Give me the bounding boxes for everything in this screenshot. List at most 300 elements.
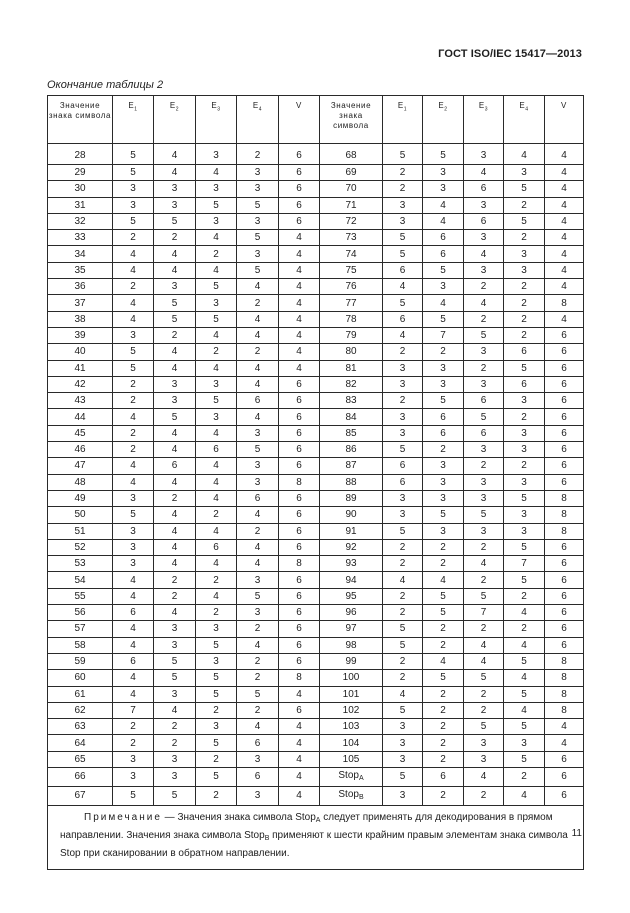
cell-symbol-value: 70 (320, 181, 383, 197)
cell-e1: 5 (383, 523, 423, 539)
cell-e1: 4 (113, 572, 154, 588)
cell-v: 4 (279, 246, 320, 262)
cell-e4: 4 (237, 327, 279, 343)
table-row (48, 702, 584, 718)
cell-v: 6 (279, 637, 320, 653)
cell-e1: 3 (383, 213, 423, 229)
cell-e2: 4 (154, 702, 196, 718)
cell-e2: 4 (154, 344, 196, 360)
cell-e3: 5 (196, 197, 237, 213)
cell-e4: 5 (237, 197, 279, 213)
table-row (48, 588, 584, 604)
cell-e4: 4 (237, 376, 279, 392)
table-note (48, 805, 584, 869)
cell-v: 6 (279, 702, 320, 718)
cell-e1: 6 (383, 458, 423, 474)
cell-v: 4 (279, 344, 320, 360)
cell-symbol-value: 105 (320, 751, 383, 767)
cell-e1: 3 (383, 197, 423, 213)
table-row (48, 621, 584, 637)
cell-e2: 2 (423, 751, 464, 767)
table-row (48, 735, 584, 751)
cell-e4: 3 (237, 572, 279, 588)
table-row (48, 786, 584, 805)
cell-e2: 2 (154, 327, 196, 343)
cell-v: 8 (545, 295, 584, 311)
cell-v: 6 (545, 572, 584, 588)
cell-symbol-value: 65 (48, 751, 113, 767)
cell-v: 8 (279, 556, 320, 572)
cell-v: 6 (279, 409, 320, 425)
cell-symbol-value: 56 (48, 605, 113, 621)
cell-e4: 4 (237, 360, 279, 376)
cell-symbol-value: 51 (48, 523, 113, 539)
cell-symbol-value: 84 (320, 409, 383, 425)
cell-v: 6 (545, 605, 584, 621)
cell-v: 4 (545, 197, 584, 213)
cell-e1: 2 (113, 230, 154, 246)
header-e2: $E_2$ (423, 96, 464, 144)
cell-e2: 3 (423, 490, 464, 506)
cell-e2: 3 (154, 637, 196, 653)
cell-e1: 5 (383, 702, 423, 718)
cell-e2: 4 (154, 144, 196, 165)
table-row (48, 311, 584, 327)
table-row (48, 213, 584, 229)
cell-v: 6 (279, 605, 320, 621)
cell-e1: 5 (383, 637, 423, 653)
cell-e1: 2 (383, 556, 423, 572)
cell-e3: 4 (196, 490, 237, 506)
cell-e3: 3 (464, 442, 504, 458)
cell-symbol-value: 76 (320, 279, 383, 295)
cell-e4: 2 (237, 621, 279, 637)
table-row (48, 409, 584, 425)
cell-e2: 4 (423, 295, 464, 311)
cell-e2: 2 (423, 735, 464, 751)
cell-e3: 3 (464, 474, 504, 490)
cell-e3: 3 (464, 197, 504, 213)
table-row (48, 507, 584, 523)
cell-e4: 5 (237, 262, 279, 278)
cell-e3: 3 (464, 344, 504, 360)
cell-e1: 2 (383, 393, 423, 409)
cell-e3: 5 (464, 670, 504, 686)
cell-e3: 3 (464, 751, 504, 767)
cell-e3: 3 (196, 376, 237, 392)
cell-symbol-value: 46 (48, 442, 113, 458)
cell-e3: 6 (464, 213, 504, 229)
cell-symbol-value: 38 (48, 311, 113, 327)
decode-table (47, 95, 584, 870)
cell-e4: 3 (237, 751, 279, 767)
cell-v: 8 (545, 686, 584, 702)
cell-symbol-value: 85 (320, 425, 383, 441)
cell-symbol-value: 53 (48, 556, 113, 572)
cell-e3: 3 (196, 409, 237, 425)
cell-v: 8 (545, 653, 584, 669)
cell-e2: 2 (154, 490, 196, 506)
cell-e3: 4 (196, 262, 237, 278)
cell-e1: 4 (113, 588, 154, 604)
stop-subscript: B (358, 793, 364, 801)
cell-e3: 5 (464, 719, 504, 735)
cell-e2: 6 (423, 230, 464, 246)
cell-symbol-value: 101 (320, 686, 383, 702)
cell-e1: 2 (113, 393, 154, 409)
cell-e1: 5 (113, 360, 154, 376)
cell-e4: 2 (504, 311, 545, 327)
cell-symbol-value: 55 (48, 588, 113, 604)
cell-v: 4 (545, 735, 584, 751)
cell-e3: 4 (196, 523, 237, 539)
cell-e3: 3 (464, 735, 504, 751)
cell-e4: 2 (504, 327, 545, 343)
cell-e3: 4 (464, 246, 504, 262)
cell-e2: 2 (423, 637, 464, 653)
cell-v: 4 (279, 751, 320, 767)
cell-e1: 2 (113, 442, 154, 458)
cell-symbol-value: 29 (48, 165, 113, 181)
cell-e1: 4 (383, 327, 423, 343)
cell-e2: 5 (423, 605, 464, 621)
header-e1: $E_1$ (383, 96, 423, 144)
header-e1: $E_1$ (113, 96, 154, 144)
cell-e3: 4 (464, 295, 504, 311)
cell-e2: 3 (423, 376, 464, 392)
cell-e1: 3 (113, 539, 154, 555)
cell-e3: 2 (196, 507, 237, 523)
cell-symbol-value: 62 (48, 702, 113, 718)
cell-v: 6 (279, 393, 320, 409)
cell-symbol-value: 43 (48, 393, 113, 409)
cell-e3: 3 (196, 144, 237, 165)
cell-e4: 2 (237, 344, 279, 360)
cell-e3: 3 (464, 523, 504, 539)
cell-v: 6 (279, 144, 320, 165)
cell-v: 6 (545, 409, 584, 425)
cell-e2: 2 (423, 539, 464, 555)
cell-e4: 3 (504, 474, 545, 490)
cell-symbol-value: 91 (320, 523, 383, 539)
cell-e3: 6 (464, 393, 504, 409)
cell-e1: 5 (113, 344, 154, 360)
cell-v: 8 (545, 507, 584, 523)
cell-e2: 5 (423, 144, 464, 165)
cell-e4: 6 (504, 376, 545, 392)
header-v: V (545, 96, 584, 144)
cell-v: 6 (279, 653, 320, 669)
cell-e3: 2 (464, 279, 504, 295)
cell-v: 6 (279, 621, 320, 637)
cell-e1: 4 (113, 246, 154, 262)
cell-e3: 5 (196, 686, 237, 702)
cell-e1: 4 (383, 686, 423, 702)
stop-subscript: A (358, 774, 364, 782)
table-row (48, 474, 584, 490)
cell-e3: 3 (196, 653, 237, 669)
note-lead: Примечание (84, 811, 162, 823)
cell-e2: 3 (423, 165, 464, 181)
cell-e1: 3 (383, 786, 423, 805)
cell-symbol-value: 44 (48, 409, 113, 425)
cell-e4: 2 (504, 588, 545, 604)
cell-e2: 2 (154, 735, 196, 751)
table-row (48, 653, 584, 669)
cell-e1: 3 (113, 181, 154, 197)
cell-e2: 2 (423, 719, 464, 735)
cell-e4: 4 (237, 556, 279, 572)
cell-v: 6 (545, 539, 584, 555)
cell-e3: 2 (196, 702, 237, 718)
cell-e4: 2 (237, 144, 279, 165)
cell-e4: 3 (504, 507, 545, 523)
cell-symbol-value: 42 (48, 376, 113, 392)
table-row (48, 556, 584, 572)
cell-e2: 4 (154, 246, 196, 262)
cell-symbol-value: 95 (320, 588, 383, 604)
header-e3: $E_3$ (464, 96, 504, 144)
cell-e4: 3 (237, 458, 279, 474)
table-row (48, 442, 584, 458)
cell-e3: 3 (464, 144, 504, 165)
cell-e2: 3 (154, 393, 196, 409)
cell-e1: 2 (383, 165, 423, 181)
cell-e2: 6 (423, 767, 464, 786)
cell-e1: 2 (383, 605, 423, 621)
cell-e4: 6 (237, 767, 279, 786)
cell-e3: 4 (196, 556, 237, 572)
cell-e3: 5 (196, 735, 237, 751)
cell-e4: 4 (504, 605, 545, 621)
cell-symbol-value: 96 (320, 605, 383, 621)
cell-symbol-value: 60 (48, 670, 113, 686)
cell-symbol-value: 63 (48, 719, 113, 735)
cell-e2: 5 (423, 588, 464, 604)
cell-e4: 7 (504, 556, 545, 572)
cell-e3: 4 (464, 653, 504, 669)
cell-e4: 2 (504, 409, 545, 425)
cell-e3: 2 (464, 686, 504, 702)
cell-e2: 3 (423, 523, 464, 539)
cell-symbol-value: 104 (320, 735, 383, 751)
cell-e4: 2 (504, 279, 545, 295)
cell-e1: 6 (383, 262, 423, 278)
cell-symbol-value: 80 (320, 344, 383, 360)
cell-e1: 5 (113, 165, 154, 181)
cell-symbol-value: 69 (320, 165, 383, 181)
cell-symbol-value: 97 (320, 621, 383, 637)
cell-symbol-value: 39 (48, 327, 113, 343)
cell-e3: 4 (196, 588, 237, 604)
cell-e1: 3 (383, 360, 423, 376)
cell-v: 4 (545, 165, 584, 181)
cell-symbol-value: 28 (48, 144, 113, 165)
cell-e3: 3 (196, 295, 237, 311)
cell-e2: 2 (423, 702, 464, 718)
cell-e2: 3 (154, 279, 196, 295)
cell-v: 4 (279, 311, 320, 327)
cell-e3: 2 (464, 572, 504, 588)
cell-v: 6 (545, 344, 584, 360)
table-body (48, 144, 584, 806)
cell-e3: 6 (464, 181, 504, 197)
cell-symbol-value: 67 (48, 786, 113, 805)
cell-e2: 5 (154, 213, 196, 229)
cell-e4: 3 (504, 393, 545, 409)
cell-v: 6 (279, 197, 320, 213)
cell-e4: 3 (504, 425, 545, 441)
cell-v: 6 (279, 572, 320, 588)
cell-e2: 4 (423, 653, 464, 669)
cell-v: 6 (279, 458, 320, 474)
cell-v: 6 (545, 458, 584, 474)
cell-symbol-value: 100 (320, 670, 383, 686)
cell-e2: 3 (423, 279, 464, 295)
cell-e3: 5 (464, 409, 504, 425)
cell-e4: 5 (237, 588, 279, 604)
cell-e4: 5 (504, 181, 545, 197)
cell-e4: 4 (237, 409, 279, 425)
cell-e4: 4 (504, 637, 545, 653)
header-e4: $E_4$ (504, 96, 545, 144)
cell-e2: 4 (154, 262, 196, 278)
cell-v: 6 (545, 767, 584, 786)
cell-e2: 4 (154, 507, 196, 523)
cell-e2: 2 (423, 556, 464, 572)
cell-symbol-value (320, 786, 383, 805)
cell-v: 6 (545, 360, 584, 376)
cell-e1: 3 (383, 490, 423, 506)
cell-symbol-value: 59 (48, 653, 113, 669)
cell-v: 4 (545, 230, 584, 246)
cell-e4: 2 (237, 702, 279, 718)
cell-e2: 5 (423, 311, 464, 327)
cell-e4: 2 (504, 230, 545, 246)
cell-v: 6 (279, 213, 320, 229)
cell-symbol-value: 40 (48, 344, 113, 360)
cell-e1: 2 (383, 670, 423, 686)
cell-symbol-value: 73 (320, 230, 383, 246)
cell-symbol-value (320, 767, 383, 786)
cell-e4: 2 (504, 197, 545, 213)
cell-v: 6 (545, 442, 584, 458)
cell-e1: 3 (113, 327, 154, 343)
cell-symbol-value: 89 (320, 490, 383, 506)
header-v: V (279, 96, 320, 144)
cell-e4: 3 (504, 262, 545, 278)
cell-e1: 3 (383, 425, 423, 441)
cell-symbol-value: 64 (48, 735, 113, 751)
cell-v: 4 (279, 719, 320, 735)
cell-symbol-value: 75 (320, 262, 383, 278)
cell-e4: 4 (237, 539, 279, 555)
cell-symbol-value: 71 (320, 197, 383, 213)
cell-e4: 4 (237, 311, 279, 327)
cell-symbol-value: 82 (320, 376, 383, 392)
cell-e1: 2 (113, 279, 154, 295)
cell-e3: 5 (196, 637, 237, 653)
cell-e4: 3 (237, 181, 279, 197)
cell-v: 6 (545, 621, 584, 637)
cell-e1: 3 (113, 751, 154, 767)
table-header-row (48, 96, 584, 144)
cell-v: 4 (279, 735, 320, 751)
note-sub-a: A (315, 816, 321, 824)
cell-e2: 2 (423, 621, 464, 637)
cell-e2: 2 (154, 588, 196, 604)
cell-v: 8 (545, 670, 584, 686)
cell-e2: 5 (154, 786, 196, 805)
cell-e3: 5 (196, 767, 237, 786)
cell-e2: 4 (154, 165, 196, 181)
cell-e1: 4 (383, 572, 423, 588)
cell-symbol-value: 48 (48, 474, 113, 490)
cell-e4: 5 (504, 539, 545, 555)
cell-e2: 2 (423, 344, 464, 360)
cell-e1: 5 (383, 230, 423, 246)
cell-e2: 4 (154, 474, 196, 490)
cell-e1: 5 (383, 295, 423, 311)
cell-e3: 4 (196, 425, 237, 441)
cell-e3: 2 (196, 786, 237, 805)
note-row (48, 805, 584, 869)
cell-v: 6 (545, 376, 584, 392)
cell-e1: 6 (113, 653, 154, 669)
cell-e2: 3 (423, 360, 464, 376)
cell-e2: 5 (154, 670, 196, 686)
cell-v: 4 (545, 311, 584, 327)
cell-e4: 6 (237, 490, 279, 506)
table-row (48, 295, 584, 311)
cell-e4: 3 (237, 786, 279, 805)
table-row (48, 246, 584, 262)
cell-e1: 2 (113, 719, 154, 735)
cell-e3: 2 (464, 458, 504, 474)
cell-v: 6 (545, 637, 584, 653)
cell-e2: 3 (154, 197, 196, 213)
cell-e1: 4 (113, 474, 154, 490)
cell-e1: 4 (113, 621, 154, 637)
table-row (48, 344, 584, 360)
cell-symbol-value: 58 (48, 637, 113, 653)
cell-e1: 5 (113, 213, 154, 229)
cell-e2: 4 (154, 605, 196, 621)
cell-e1: 5 (383, 246, 423, 262)
cell-e4: 5 (237, 442, 279, 458)
cell-e3: 2 (196, 246, 237, 262)
cell-e2: 5 (423, 507, 464, 523)
table-row (48, 393, 584, 409)
cell-v: 4 (279, 262, 320, 278)
cell-symbol-value: 47 (48, 458, 113, 474)
cell-e1: 5 (383, 767, 423, 786)
cell-e1: 2 (113, 376, 154, 392)
cell-e4: 6 (504, 344, 545, 360)
cell-e4: 4 (504, 702, 545, 718)
cell-e3: 3 (464, 376, 504, 392)
cell-e3: 2 (196, 344, 237, 360)
cell-e3: 3 (464, 490, 504, 506)
cell-e1: 3 (113, 767, 154, 786)
cell-e4: 3 (237, 474, 279, 490)
cell-e2: 5 (423, 670, 464, 686)
cell-e2: 3 (154, 751, 196, 767)
cell-v: 6 (279, 539, 320, 555)
cell-e3: 6 (464, 425, 504, 441)
table-row (48, 425, 584, 441)
cell-e1: 3 (113, 490, 154, 506)
